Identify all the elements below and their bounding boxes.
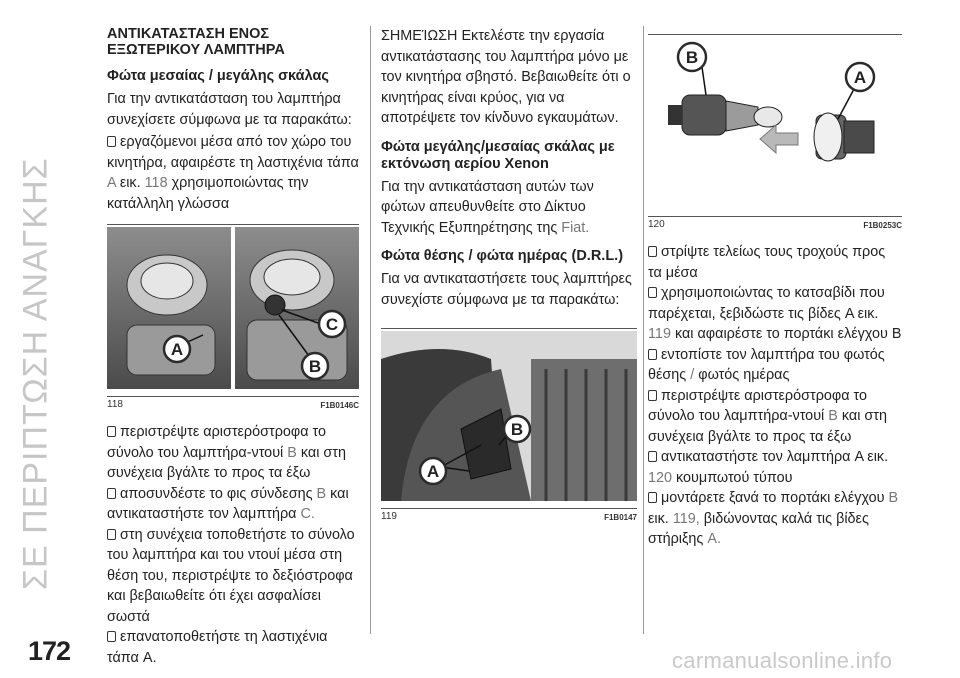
checkbox-bullet-icon (648, 246, 657, 257)
chapter-side-title: ΣΕ ΠΕΡΙΠΤΩΣΗ ΑΝΑΓΚΗΣ (16, 157, 55, 590)
svg-text:B: B (510, 420, 524, 439)
callout-a (846, 63, 874, 91)
column-divider (370, 26, 371, 634)
checkbox-bullet-icon (107, 426, 116, 437)
step-item: περιστρέψτε αριστερόστροφα το σύνολο του λαμπτήρα-ντουί B και στη συνέχεια βγάλτε το προς τα έξω (648, 387, 887, 445)
bulb-replacement-illustration (648, 35, 902, 211)
step-item: στη συνέχεια τοποθετήστε το σύνολο του λαμπτήρα και του ντουί μέσα στη θέση του, περιστρέψτε το δεξιόστροφα και βεβαιωθείτε ότι έχει ασφαλίσει σωστά (107, 526, 355, 625)
svg-text:A: A (170, 340, 184, 359)
figure-119 (381, 328, 637, 509)
figure-number: 120 (648, 219, 665, 230)
step-item: εργαζόμενοι μέσα από τον χώρο του κινητήρα, αφαιρέστε τη λαστιχένια τάπα A εικ. 118 χρησιμοποιώντας την κατάλληλη γλώσσα (107, 134, 359, 212)
figure-code: F1B0253C (863, 221, 902, 230)
figure-caption (381, 511, 637, 522)
subsection-heading: Φώτα μεσαίας / μεγάλης σκάλας (107, 68, 329, 84)
step-item: επανατοποθετήστε τη λαστιχένια τάπα A. (107, 629, 328, 666)
drl-paragraph: Για να αντικαταστήσετε τους λαμπτήρες συνεχίστε σύμφωνα με τα παρακάτω: (381, 271, 632, 308)
checkbox-bullet-icon (107, 631, 116, 642)
svg-text:B: B (308, 357, 322, 376)
checkbox-bullet-icon (107, 136, 116, 147)
step-item: μοντάρετε ξανά το πορτάκι ελέγχου B εικ. 119, βιδώνοντας καλά τις βίδες στήριξης A. (648, 490, 899, 547)
callout-a (164, 336, 190, 362)
callout-b (302, 353, 328, 379)
checkbox-bullet-icon (648, 390, 657, 401)
column-left (107, 26, 359, 678)
figure-number: 119 (381, 511, 397, 522)
note-paragraph: ΣΗΜΕΊΩΣΗ Εκτελέστε την εργασία αντικατάστασης του λαμπτήρα μόνο με τον κινητήρα σβηστό. Βεβαιωθείτε ότι ο κινητήρας είναι κρύος, για να αποτρέψετε τον κίνδυνο εγκαυμάτων. (381, 28, 631, 126)
xenon-paragraph: Για την αντικατάσταση αυτών των φώτων απευθυνθείτε στο Δίκτυο Τεχνικής Εξυπηρέτησης της Fiat. (381, 178, 594, 236)
callout-b (504, 416, 530, 442)
callout-b (678, 43, 706, 71)
figure-120 (648, 34, 902, 217)
checkbox-bullet-icon (648, 287, 657, 298)
column-middle (381, 26, 637, 522)
column-divider (643, 26, 644, 634)
figure-code: F1B0147 (604, 513, 637, 522)
step-item: στρίψτε τελείως τους τροχούς προς τα μέσα (648, 244, 886, 281)
page-number: 172 (28, 636, 71, 666)
figure-118 (107, 224, 359, 397)
step-item: περιστρέψτε αριστερόστροφα το σύνολο του λαμπτήρα-ντουί B και στη συνέχεια βγάλτε το προς τα έξω (107, 424, 346, 481)
svg-text:B: B (685, 48, 699, 67)
checkbox-bullet-icon (107, 488, 116, 499)
intro-paragraph: Για την αντικατάσταση του λαμπτήρα συνεχίσετε σύμφωνα με τα παρακάτω: (107, 91, 352, 128)
step-item: αντικαταστήστε τον λαμπτήρα A εικ. 120 κουμπωτού τύπου (648, 449, 889, 486)
subsection-heading: Φώτα θέσης / φώτα ημέρας (D.R.L.) (381, 248, 624, 264)
figure-caption (107, 399, 359, 410)
step-item: χρησιμοποιώντας το κατσαβίδι που παρέχεται, ξεβιδώστε τις βίδες A εικ. 119 και αφαιρέστε το πορτάκι ελέγχου B (648, 285, 902, 342)
step-item: εντοπίστε τον λαμπτήρα του φωτός θέσης / φωτός ημέρας (648, 346, 885, 383)
wheel-arch-access-illustration (381, 329, 637, 503)
checkbox-bullet-icon (648, 492, 657, 503)
watermark-link[interactable]: carmanualsonline.info (672, 648, 893, 673)
figure-number: 118 (107, 399, 123, 410)
figure-code: F1B0146C (320, 401, 359, 410)
figure-caption (648, 219, 902, 230)
checkbox-bullet-icon (648, 349, 657, 360)
column-right (648, 26, 902, 560)
checkbox-bullet-icon (648, 451, 657, 462)
section-heading: ΑΝΤΙΚΑΤΑΣΤΑΣΗ ΕΝΟΣ ΕΞΩΤΕΡΙΚΟΥ ΛΑΜΠΤΗΡΑ (107, 26, 285, 58)
checkbox-bullet-icon (107, 529, 116, 540)
callout-a (420, 458, 446, 484)
subsection-heading: Φώτα μεγάλης/μεσαίας σκάλας με εκτόνωση αερίου Xenon (381, 138, 615, 172)
svg-text:A: A (426, 462, 440, 481)
callout-c (319, 311, 345, 337)
svg-text:C: C (325, 315, 339, 334)
svg-text:A: A (853, 68, 867, 87)
step-item: αποσυνδέστε το φις σύνδεσης B και αντικαταστήστε τον λαμπτήρα C. (107, 485, 349, 522)
headlamp-engine-bay-illustration (107, 225, 359, 391)
